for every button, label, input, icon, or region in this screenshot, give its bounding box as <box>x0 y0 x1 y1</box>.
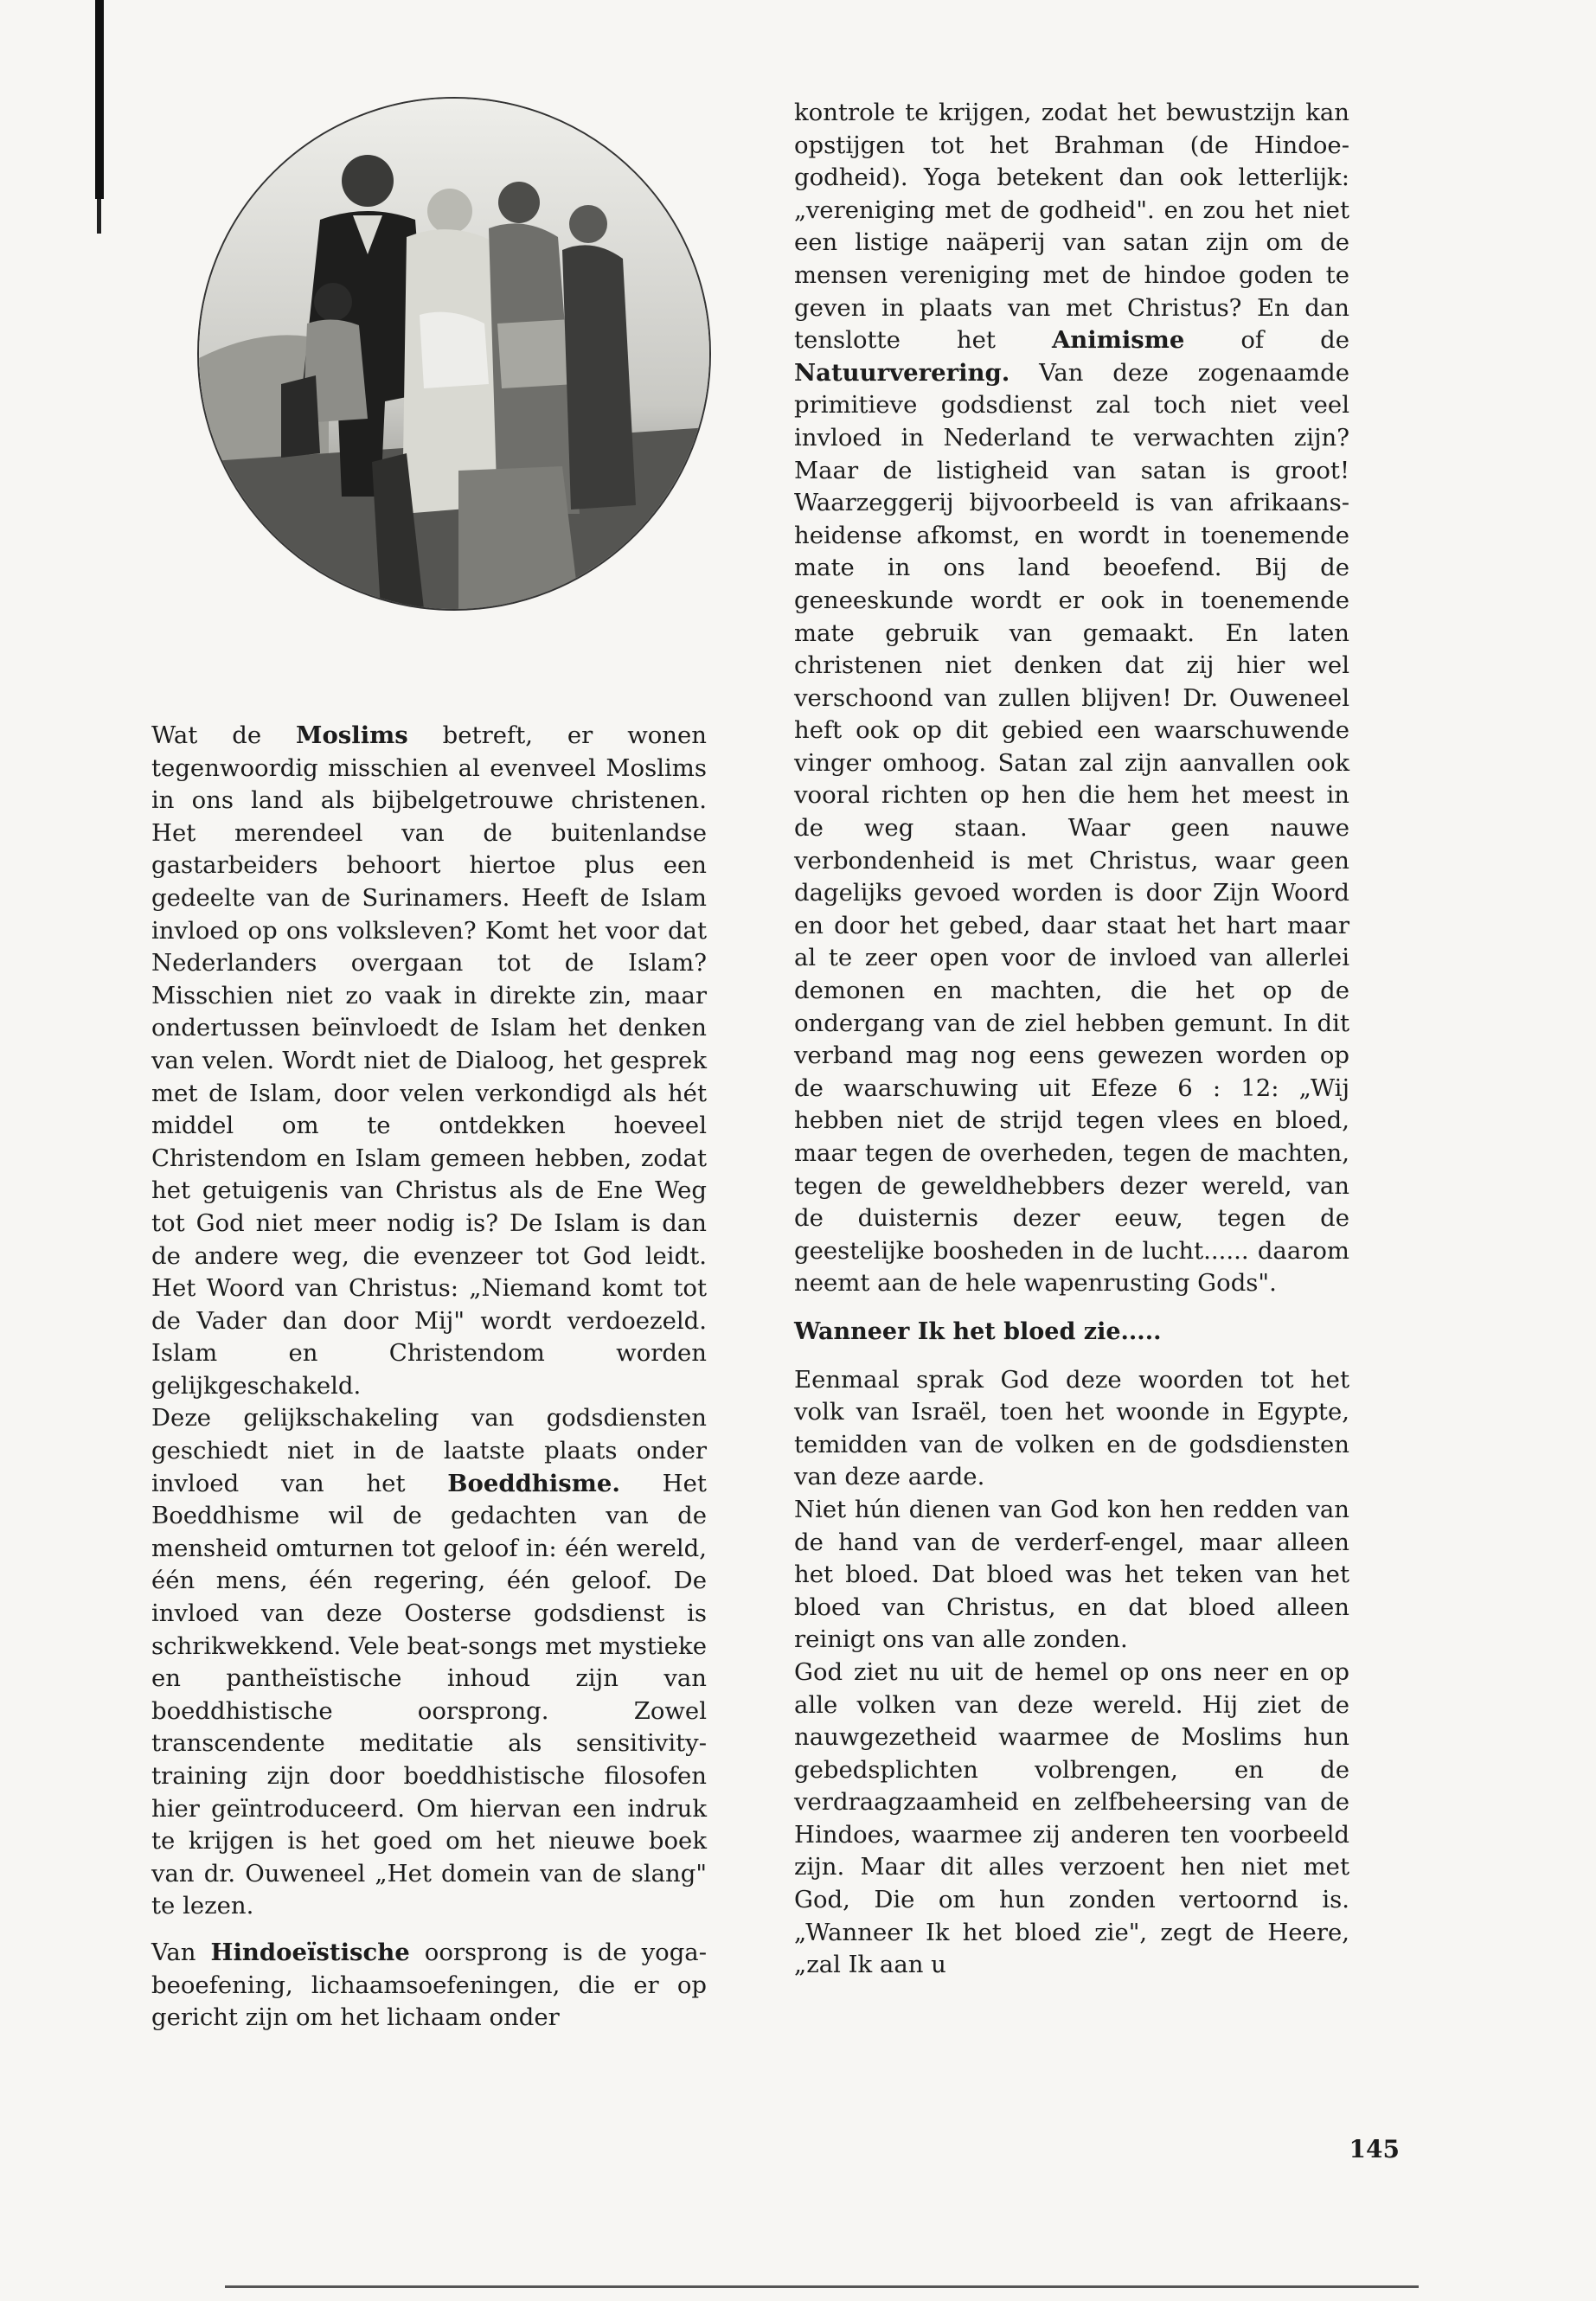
paragraph-moslims <box>151 720 707 1402</box>
paragraph-bloed-2: Niet hún dienen van God kon hen redden van de hand van de verderf-engel, maar alleen het bloed. Dat bloed was het teken van het bloed van Christus, en dat bloed alleen reinigt ons van alle zonden. <box>794 1495 1349 1654</box>
paragraph-hindoe <box>151 1937 707 2035</box>
circular-photo <box>197 97 711 611</box>
paragraph-gap <box>151 1923 707 1937</box>
natuurverering-term: Natuurverering. <box>794 358 1010 387</box>
left-column <box>151 720 707 2035</box>
moslims-intro: Wat de <box>151 721 297 749</box>
yoga-text: kontrole te krijgen, zodat het bewustzijn kan opstijgen tot het Brahman (de Hindoe-godheid). Yoga betekent dan ook letterlijk: „vereniging met de godheid". en zou het niet een listige naäperij van satan zijn om de mensen vereniging met de hindoe goden te geven in plaats van met Christus? En dan tenslotte het <box>794 99 1349 355</box>
moslims-text: betreft, er wonen tegenwoordig misschien al evenveel Moslims in ons land als bijbelgetrouwe christenen. Het merendeel van de buitenlandse gastarbeiders behoort hiertoe plus een gedeelte van de Surinamers. Heeft de Islam invloed op ons volksleven? Komt het voor dat Nederlanders overgaan tot de Islam? Misschien niet zo vaak in direkte zin, maar ondertussen beïnvloedt de Islam het denken van velen. Wordt niet de Dialoog, het gesprek met de Islam, door velen verkondigd als hét middel om te ontdekken hoeveel Christendom en Islam gemeen hebben, zodat het getuigenis van Christus als de Ene Weg tot God niet meer nodig is? De Islam is dan de andere weg, die evenzeer tot God leidt. Het Woord van Christus: „Niemand komt tot de Vader dan door Mij" wordt verdoezeld. Islam en Christendom worden gelijkgeschakeld. <box>151 721 708 1400</box>
binding-edge-bar-lower <box>97 199 101 234</box>
boeddhisme-intro: Deze gelijkschakeling van godsdiensten geschiedt niet in de laatste plaats onder invloed van het <box>151 1404 707 1497</box>
right-column <box>794 97 1349 1982</box>
moslims-term: Moslims <box>296 721 408 749</box>
bottom-rule <box>225 2285 1419 2288</box>
hindoe-term: Hindoeïstische <box>210 1938 410 1966</box>
hindoe-intro: Van <box>151 1938 211 1966</box>
hindoe-text: oorsprong is de yoga-beoefening, lichaamsoefeningen, die er op gericht zijn om het lichaam onder <box>151 1938 707 2032</box>
section-subheading: Wanneer Ik het bloed zie..... <box>794 1317 1162 1345</box>
boeddhisme-term: Boeddhisme. <box>447 1469 620 1497</box>
paragraph-yoga-animisme <box>794 97 1349 1300</box>
animisme-text: Van deze zogenaamde primitieve godsdienst zal toch niet veel invloed in Nederland te verwachten zijn? Maar de listigheid van satan is groot! Waarzeggerij bijvoorbeeld is van afrikaans-heidense afkomst, en wordt in toenemende mate in ons land beoefend. Bij de geneeskunde wordt er ook in toenemende mate gebruik van gemaakt. En laten christenen niet denken dat zij hier wel verschoond van zullen blijven! Dr. Ouweneel heft ook op dit gebied een waarschuwende vinger omhoog. Satan zal zijn aanvallen ook vooral richten op hen die hem het meest in de weg staan. Waar geen nauwe verbondenheid is met Christus, waar geen dagelijks gevoed worden is door Zijn Woord en door het gebed, daar staat het hart maar al te zeer open voor de invloed van allerlei demonen en machten, die het op de ondergang van de ziel hebben gemunt. In dit verband mag nog eens gewezen worden op de waarschuwing uit Efeze 6 : 12: „Wij hebben niet de strijd tegen vlees en bloed, maar tegen de overheden, tegen de machten, tegen de geweldhebbers dezer wereld, van de duisternis dezer eeuw, tegen de geestelijke boosheden in de lucht...... daarom neemt aan de hele wapenrusting Gods". <box>794 358 1349 1298</box>
of-de-text: of de <box>1184 326 1349 355</box>
animisme-term: Animisme <box>1051 326 1185 355</box>
paragraph-bloed-3: God ziet nu uit de hemel op ons neer en op alle volken van deze wereld. Hij ziet de nauwgezetheid waarmee de Moslims hun gebedsplichten volbrengen, en de verdraagzaamheid en zelfbeheersing van de Hindoes, waarmee zij anderen ten voorbeeld zijn. Maar dit alles verzoent hen niet met God, Die om hun zonden vertoornd is. „Wanneer Ik het bloed zie", zegt de Heere, „zal Ik aan u <box>794 1657 1349 1979</box>
paragraph-boeddhisme <box>151 1402 707 1923</box>
boeddhisme-text: Het Boeddhisme wil de gedachten van de mensheid omturnen tot geloof in: één wereld, één mens, één regering, één geloof. De invloed van deze Oosterse godsdienst is schrikwekkend. Vele beat-songs met mystieke en pantheïstische inhoud zijn van boeddhistische oorsprong. Zowel transcendente meditatie als sensitivity-training zijn door boeddhistische filosofen hier geïntroduceerd. Om hiervan een indruk te krijgen is het goed om het nieuwe boek van dr. Ouweneel „Het domein van de slang" te lezen. <box>151 1469 707 1920</box>
paragraph-bloed-1: Eenmaal sprak God deze woorden tot het volk van Israël, toen het woonde in Egypte, temidden van de volken en de godsdiensten van deze aarde. <box>794 1365 1349 1491</box>
photo-illustration <box>199 99 709 609</box>
binding-edge-bar <box>95 0 104 199</box>
page-number: 145 <box>1349 2135 1400 2163</box>
